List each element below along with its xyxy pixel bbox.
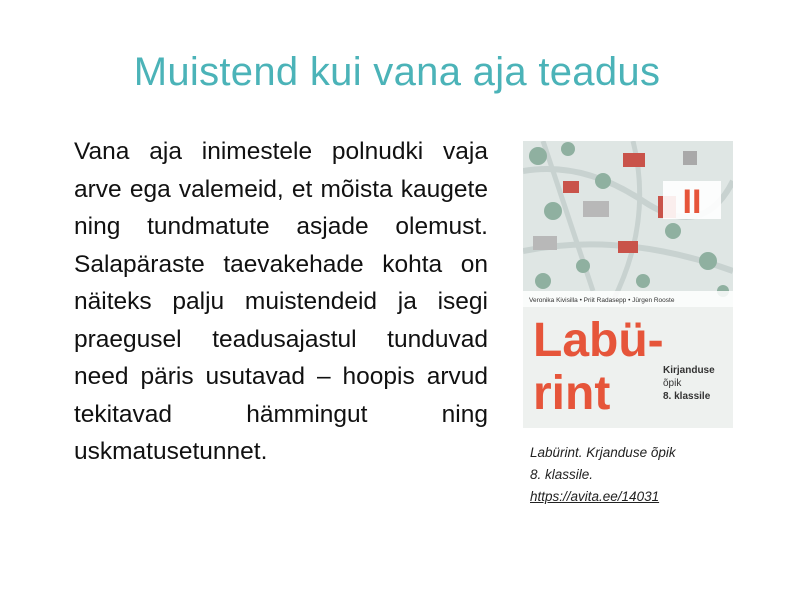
body-paragraph: Vana aja inimestele polnudki vaja arve ega valemeid, et mõista kaugete ning tundmatute asjade olemust. Salapäraste taevakehade kohta on näiteks palju muistendeid ja isegi praegusel teadusajastul tunduvad need päris usutavad – hoopis arvud tekitavad hämmingut ning uskmatusetunnet. — [74, 138, 488, 465]
source-link[interactable]: https://avita.ee/14031 — [530, 489, 660, 504]
cover-title-line2: rint — [533, 367, 611, 420]
book-cover-illustration — [523, 141, 733, 428]
cover-title-line1: Labü- — [533, 314, 664, 367]
cover-subtitle-line3: 8. klassile — [663, 391, 711, 402]
caption-line-2: 8. klassile. — [530, 467, 594, 482]
book-cover-image — [523, 141, 733, 428]
cover-subtitle-line1: Kirjanduse — [663, 365, 715, 376]
caption-line-1: Labürint. Krjanduse õpik — [530, 445, 676, 460]
cover-authors: Veronika Kivisilla • Priit Radasepp • Jürgen Rooste — [529, 297, 675, 304]
cover-roman-numeral: II — [682, 183, 702, 221]
cover-subtitle-line2: õpik — [663, 378, 682, 389]
slide-title: Muistend kui vana aja teadus — [133, 50, 661, 94]
image-caption — [530, 442, 745, 508]
